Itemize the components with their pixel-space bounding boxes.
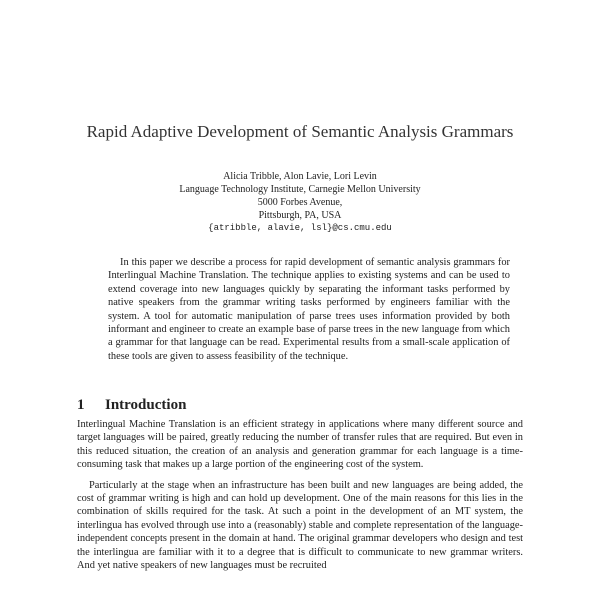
paper-title: Rapid Adaptive Development of Semantic Analysis Grammars xyxy=(86,122,514,141)
section-heading xyxy=(77,396,527,414)
section-title: Introduction xyxy=(105,397,187,413)
author-names: Alicia Tribble, Alon Lavie, Lori Levin xyxy=(223,171,377,182)
abstract: In this paper we describe a process for rapid development of semantic analysis grammars for Interlingual Machine Translation. The technique applies to existing systems and can be used to extend coverage into new languages quickly by separating the informant tasks performed by native speakers from the grammar writing tasks performed by engineers familiar with the system. A tool for automatic manipulation of parse trees uses information provided by both informant and engineer to create an example base of parse trees in the new language from which a grammar for that language can be read. Experimental results from a small-scale application of these tools are given to assess feasibility of the technique. xyxy=(108,257,510,362)
author-email: {atribble, alavie, lsl}@cs.cmu.edu xyxy=(208,223,392,233)
address-street: 5000 Forbes Avenue, xyxy=(257,197,343,208)
section-number: 1 xyxy=(77,397,85,413)
affiliation: Language Technology Institute, Carnegie Mellon University xyxy=(179,184,421,195)
address-city: Pittsburgh, PA, USA xyxy=(258,210,342,221)
section-body xyxy=(77,418,523,579)
author-block xyxy=(60,170,540,235)
body-paragraph: Interlingual Machine Translation is an efficient strategy in applications where many different source and target languages will be paired, greatly reducing the number of transfer rules that are required. But even in this reduced situation, the creation of an analysis and generation grammar for each language is a time-consuming task that makes up a large portion of the engineering cost of the system. xyxy=(77,419,523,471)
body-paragraph: Particularly at the stage when an infrastructure has been built and new languages are being added, the cost of grammar writing is high and can hold up development. One of the main reasons for this lies in the combination of skills required for the task. At such a point in the development of an MT system, the interlingua has evolved through use into a (reasonably) stable and complete representation of the language-independent concepts present in the domain at hand. The original grammar developers who design and test the interlingua are familiar with it to a degree that is difficult to communicate to new grammar writers. And yet native speakers of new languages must be recruited xyxy=(77,479,523,572)
